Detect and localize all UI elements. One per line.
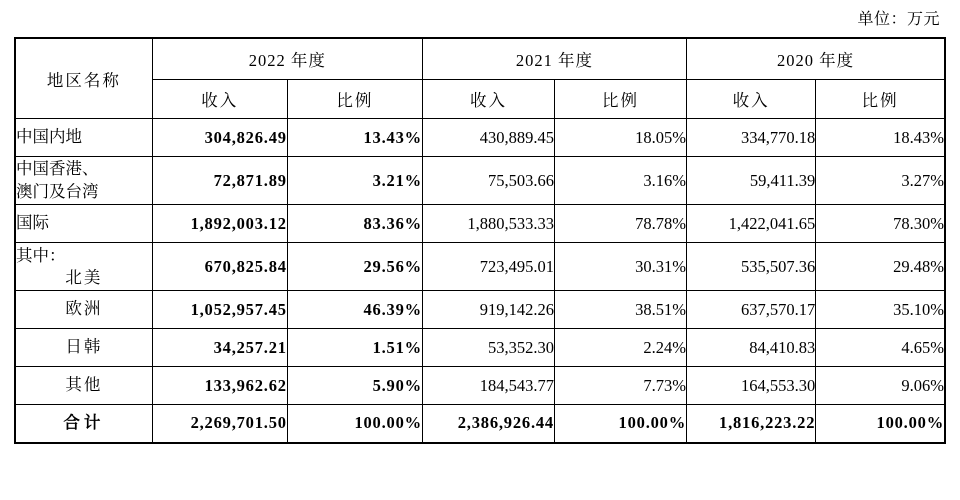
table-row — [15, 367, 945, 405]
header-year-2020: 2020 年度 — [687, 38, 945, 80]
row-label-total: 合计 — [15, 405, 152, 443]
row-label-japan-korea: 日韩 — [15, 329, 152, 367]
cell-ratio-2020: 35.10% — [816, 291, 945, 329]
cell-revenue-2021: 2,386,926.44 — [422, 405, 554, 443]
header-revenue-2020: 收入 — [687, 80, 816, 119]
row-label-china-mainland: 中国内地 — [15, 119, 152, 157]
cell-ratio-2020: 9.06% — [816, 367, 945, 405]
cell-ratio-2020: 29.48% — [816, 243, 945, 291]
cell-revenue-2022: 670,825.84 — [152, 243, 287, 291]
table-row — [15, 329, 945, 367]
cell-revenue-2020: 1,422,041.65 — [687, 205, 816, 243]
row-label-line2: 澳门及台湾 — [16, 181, 99, 201]
cell-ratio-2020: 18.43% — [816, 119, 945, 157]
header-year-2022: 2022 年度 — [152, 38, 422, 80]
table-row — [15, 205, 945, 243]
header-year-2021: 2021 年度 — [422, 38, 686, 80]
table-body — [15, 119, 945, 443]
cell-ratio-2022: 13.43% — [287, 119, 422, 157]
cell-revenue-2020: 1,816,223.22 — [687, 405, 816, 443]
header-revenue-2022: 收入 — [152, 80, 287, 119]
cell-revenue-2020: 59,411.39 — [687, 157, 816, 205]
table-header-row-subs — [15, 80, 945, 119]
cell-revenue-2021: 184,543.77 — [422, 367, 554, 405]
cell-ratio-2022: 46.39% — [287, 291, 422, 329]
cell-revenue-2022: 1,052,957.45 — [152, 291, 287, 329]
cell-revenue-2021: 53,352.30 — [422, 329, 554, 367]
table-row — [15, 291, 945, 329]
cell-revenue-2022: 72,871.89 — [152, 157, 287, 205]
row-label-europe: 欧洲 — [15, 291, 152, 329]
cell-revenue-2022: 2,269,701.50 — [152, 405, 287, 443]
cell-revenue-2021: 430,889.45 — [422, 119, 554, 157]
cell-ratio-2020: 3.27% — [816, 157, 945, 205]
cell-ratio-2022: 100.00% — [287, 405, 422, 443]
cell-ratio-2022: 1.51% — [287, 329, 422, 367]
header-ratio-2020: 比例 — [816, 80, 945, 119]
row-label-line1: 中国香港、 — [16, 159, 99, 179]
table-row — [15, 119, 945, 157]
cell-ratio-2021: 3.16% — [554, 157, 686, 205]
cell-ratio-2021: 38.51% — [554, 291, 686, 329]
cell-revenue-2022: 1,892,003.12 — [152, 205, 287, 243]
table-header — [15, 38, 945, 119]
table-header-row-years — [15, 38, 945, 80]
row-label-hk-macau-taiwan — [15, 157, 152, 205]
cell-ratio-2020: 78.30% — [816, 205, 945, 243]
cell-ratio-2022: 29.56% — [287, 243, 422, 291]
cell-revenue-2021: 1,880,533.33 — [422, 205, 554, 243]
cell-revenue-2021: 723,495.01 — [422, 243, 554, 291]
cell-ratio-2020: 100.00% — [816, 405, 945, 443]
cell-revenue-2020: 84,410.83 — [687, 329, 816, 367]
cell-ratio-2022: 83.36% — [287, 205, 422, 243]
header-ratio-2021: 比例 — [554, 80, 686, 119]
row-label-line2: 北美 — [65, 267, 103, 287]
cell-ratio-2021: 100.00% — [554, 405, 686, 443]
cell-revenue-2022: 304,826.49 — [152, 119, 287, 157]
table-row — [15, 243, 945, 291]
row-label-others: 其他 — [15, 367, 152, 405]
row-label-international: 国际 — [15, 205, 152, 243]
cell-revenue-2020: 535,507.36 — [687, 243, 816, 291]
cell-revenue-2022: 34,257.21 — [152, 329, 287, 367]
cell-revenue-2020: 334,770.18 — [687, 119, 816, 157]
cell-revenue-2021: 919,142.26 — [422, 291, 554, 329]
header-ratio-2022: 比例 — [287, 80, 422, 119]
table-row-total — [15, 405, 945, 443]
cell-ratio-2021: 30.31% — [554, 243, 686, 291]
revenue-by-region-table — [14, 37, 946, 444]
unit-note: 单位：万元 — [857, 11, 940, 28]
header-revenue-2021: 收入 — [422, 80, 554, 119]
cell-revenue-2022: 133,962.62 — [152, 367, 287, 405]
header-region-name: 地区名称 — [15, 38, 152, 119]
cell-ratio-2021: 78.78% — [554, 205, 686, 243]
cell-ratio-2021: 2.24% — [554, 329, 686, 367]
cell-ratio-2022: 3.21% — [287, 157, 422, 205]
cell-revenue-2020: 637,570.17 — [687, 291, 816, 329]
cell-ratio-2021: 18.05% — [554, 119, 686, 157]
cell-revenue-2020: 164,553.30 — [687, 367, 816, 405]
cell-revenue-2021: 75,503.66 — [422, 157, 554, 205]
table-row — [15, 157, 945, 205]
cell-ratio-2020: 4.65% — [816, 329, 945, 367]
cell-ratio-2022: 5.90% — [287, 367, 422, 405]
row-label-north-america — [15, 243, 152, 291]
cell-ratio-2021: 7.73% — [554, 367, 686, 405]
row-label-line1: 其中： — [16, 246, 66, 266]
